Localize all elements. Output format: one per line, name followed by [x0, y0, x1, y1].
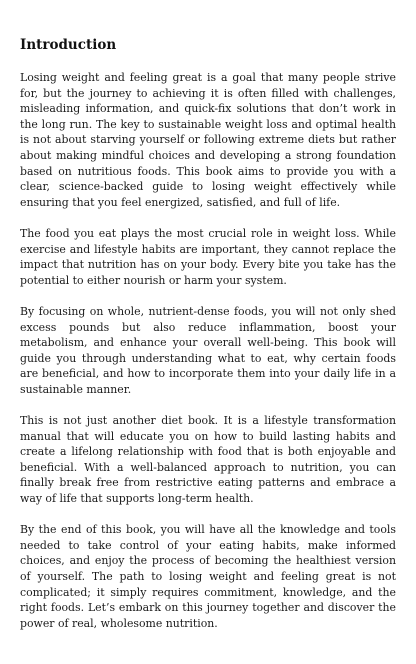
- paragraph-5: By the end of this book, you will have all the knowledge and tools needed to take control of your eating habits, make informed choices, and enjoy the process of becoming the healthiest version of yourself. The path to losing weight and feeling great is not complicated; it simply requires commitment, knowledge, and the right foods. Let’s embark on this journey together and discover the power of real, wholesome nutrition.: [20, 523, 396, 630]
- paragraph-4: This is not just another diet book. It is a lifestyle transformation manual that will educate you on how to build lasting habits and create a lifelong relationship with food that is both enjoyable and beneficial. With a well-balanced approach to nutrition, you can finally break free from restrictive eating patterns and embrace a way of life that supports long-term health.: [20, 414, 396, 506]
- paragraph-3: By focusing on whole, nutrient-dense foods, you will not only shed excess pounds but also reduce inflammation, boost your metabolism, and enhance your overall well-being. This book will guide you through understanding what to eat, why certain foods are beneficial, and how to incorporate them into your daily life in a sustainable manner.: [20, 304, 396, 396]
- paragraph-1: Losing weight and feeling great is a goal that many people strive for, but the journey to achieving it is often filled with challenges, misleading information, and quick-fix solutions that don’t work in the long run. The key to sustainable weight loss and optimal health is not about starving yourself or following extreme diets but rather about making mindful choices and developing a strong foundation based on nutritious foods. This book aims to provide you with a clear, science-backed guide to losing weight effectively while ensuring that you feel energized, satisfied, and full of life.: [20, 71, 396, 209]
- paragraph-2: The food you eat plays the most crucial role in weight loss. While exercise and lifestyle habits are important, they cannot replace the impact that nutrition has on your body. Every bite you take has the potential to either nourish or harm your system.: [20, 226, 396, 287]
- body-text: [20, 70, 396, 647]
- section-heading: Introduction: [20, 37, 117, 53]
